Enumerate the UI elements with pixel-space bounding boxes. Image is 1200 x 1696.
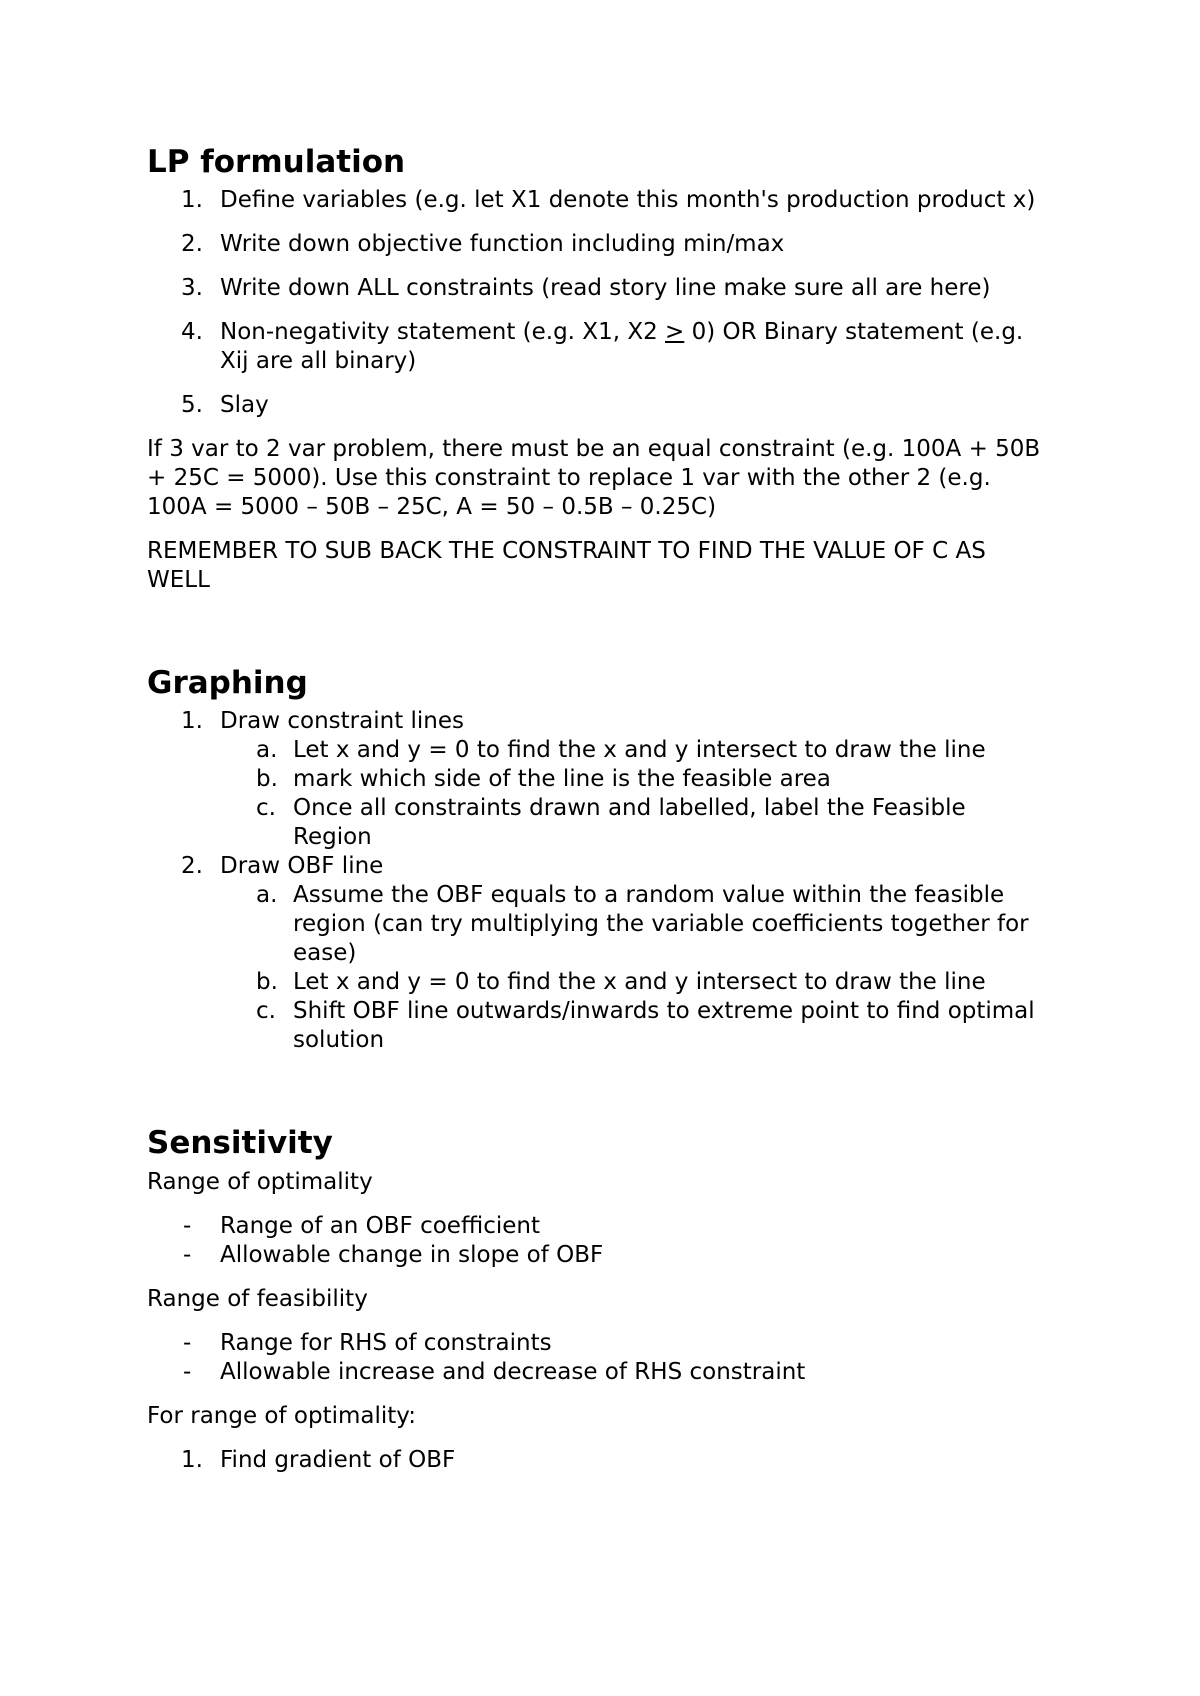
bullet-dash: - bbox=[183, 1330, 192, 1356]
list-text: Find gradient of OBF bbox=[220, 1447, 456, 1473]
list-item bbox=[147, 186, 1050, 215]
sub-list-text: Once all constraints drawn and labelled, label the Feasible Region bbox=[293, 795, 966, 850]
list-number: 1. bbox=[181, 708, 203, 734]
list-item bbox=[147, 707, 1050, 736]
list-number: 5. bbox=[181, 392, 203, 418]
lp-paragraph-reminder: REMEMBER TO SUB BACK THE CONSTRAINT TO FIND THE VALUE OF C AS WELL bbox=[147, 538, 986, 593]
lp-steps-list bbox=[147, 186, 1050, 420]
sub-list-item bbox=[147, 881, 1050, 968]
list-item bbox=[147, 318, 1050, 376]
list-item bbox=[147, 852, 1050, 881]
graphing-section bbox=[147, 661, 1050, 1055]
bullet-text: Range of an OBF coefficient bbox=[220, 1213, 540, 1239]
sub-list-letter: b. bbox=[256, 969, 278, 995]
sub-list-text: mark which side of the line is the feasible area bbox=[293, 766, 831, 792]
list-number: 4. bbox=[181, 319, 203, 345]
bullet-item bbox=[147, 1212, 1050, 1241]
sub-list-letter: a. bbox=[256, 737, 278, 763]
list-item bbox=[147, 391, 1050, 420]
sub-list-letter: a. bbox=[256, 882, 278, 908]
for-range-of-optimality-label: For range of optimality: bbox=[147, 1403, 416, 1429]
list-number: 2. bbox=[181, 231, 203, 257]
sub-list-letter: c. bbox=[256, 795, 276, 821]
list-item bbox=[147, 230, 1050, 259]
sub-list-text: Let x and y = 0 to find the x and y intersect to draw the line bbox=[293, 737, 986, 763]
list-text: Define variables (e.g. let X1 denote this month's production product x) bbox=[220, 187, 1036, 213]
graphing-steps-list bbox=[147, 707, 1050, 1055]
list-text-post: 0) OR Binary statement (e.g. Xij are all binary) bbox=[220, 319, 1024, 374]
lp-formulation-heading: LP formulation bbox=[147, 144, 406, 180]
sub-list-item bbox=[147, 794, 1050, 852]
list-text: Draw OBF line bbox=[220, 853, 384, 879]
list-number: 1. bbox=[181, 187, 203, 213]
sub-list-item bbox=[147, 765, 1050, 794]
sub-list-text: Shift OBF line outwards/inwards to extreme point to find optimal solution bbox=[293, 998, 1035, 1053]
list-text: Slay bbox=[220, 392, 269, 418]
greater-equal-symbol: > bbox=[665, 319, 685, 345]
list-item bbox=[147, 1446, 1050, 1475]
bullet-item bbox=[147, 1358, 1050, 1387]
bullet-dash: - bbox=[183, 1213, 192, 1239]
bullet-text: Allowable change in slope of OBF bbox=[220, 1242, 604, 1268]
sensitivity-heading: Sensitivity bbox=[147, 1125, 333, 1161]
sub-list-item bbox=[147, 736, 1050, 765]
optimality-bullet-list bbox=[147, 1212, 1050, 1270]
bullet-dash: - bbox=[183, 1242, 192, 1268]
bullet-dash: - bbox=[183, 1359, 192, 1385]
sub-list-text: Assume the OBF equals to a random value within the feasible region (can try multiplying the variable coefficients together for ease) bbox=[293, 882, 1029, 966]
range-of-feasibility-label: Range of feasibility bbox=[147, 1286, 368, 1312]
bullet-item bbox=[147, 1241, 1050, 1270]
optimality-steps-list bbox=[147, 1446, 1050, 1475]
list-item bbox=[147, 274, 1050, 303]
list-number: 3. bbox=[181, 275, 203, 301]
sensitivity-section bbox=[147, 1121, 1050, 1475]
bullet-text: Allowable increase and decrease of RHS constraint bbox=[220, 1359, 806, 1385]
sub-list-item bbox=[147, 968, 1050, 997]
list-number: 1. bbox=[181, 1447, 203, 1473]
bullet-item bbox=[147, 1329, 1050, 1358]
lp-formulation-section bbox=[147, 140, 1050, 595]
bullet-text: Range for RHS of constraints bbox=[220, 1330, 552, 1356]
lp-paragraph-equal-constraint: If 3 var to 2 var problem, there must be an equal constraint (e.g. 100A + 50B + 25C = 5000). Use this constraint to replace 1 var with the other 2 (e.g. 100A = 5000 – 50B – 25C, A = 50 – 0.5B – 0.25C) bbox=[147, 436, 1041, 520]
range-of-optimality-label: Range of optimality bbox=[147, 1169, 373, 1195]
sub-list-item bbox=[147, 997, 1050, 1055]
list-text-pre: Non-negativity statement (e.g. X1, X2 bbox=[220, 319, 666, 345]
list-text: Write down objective function including min/max bbox=[220, 231, 785, 257]
feasibility-bullet-list bbox=[147, 1329, 1050, 1387]
list-text: Write down ALL constraints (read story line make sure all are here) bbox=[220, 275, 991, 301]
graphing-heading: Graphing bbox=[147, 665, 308, 701]
list-text: Draw constraint lines bbox=[220, 708, 465, 734]
list-number: 2. bbox=[181, 853, 203, 879]
sub-list-text: Let x and y = 0 to find the x and y intersect to draw the line bbox=[293, 969, 986, 995]
sub-list-letter: c. bbox=[256, 998, 276, 1024]
sub-list-letter: b. bbox=[256, 766, 278, 792]
